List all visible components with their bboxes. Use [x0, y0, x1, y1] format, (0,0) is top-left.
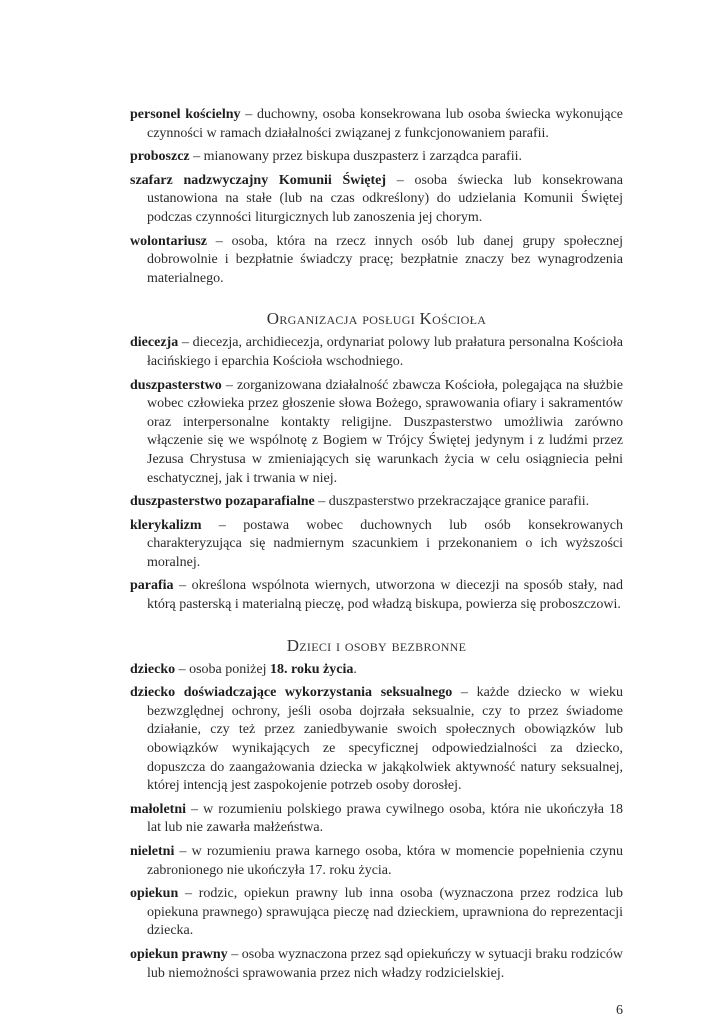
glossary-entry: [130, 517, 623, 573]
section-heading: Organizacja posługi Kościoła: [266, 309, 487, 329]
definition-text: osoba wyznaczona przez sąd opiekuńczy w sytuacji braku rodziców lub niemożności sprawowania przez nich władzy rodzicielskiej.: [147, 946, 623, 981]
glossary-entry: [130, 377, 623, 489]
definition-text: mianowany przez biskupa duszpasterz i zarządca parafii.: [203, 149, 522, 165]
separator: –: [174, 844, 192, 859]
glossary-entry: [130, 148, 623, 167]
glossary-term: diecezja: [130, 335, 179, 351]
glossary-entry: [130, 172, 623, 228]
glossary-term: duszpasterstwo pozaparafialne: [130, 494, 315, 510]
page: [130, 106, 623, 1020]
separator: –: [178, 886, 199, 902]
separator: –: [227, 946, 242, 962]
glossary-term: proboszcz: [130, 149, 190, 165]
glossary-entry: [130, 106, 623, 143]
separator: –: [314, 494, 329, 510]
definition-emphasis: 18. roku życia: [269, 661, 354, 677]
glossary-term: parafia: [130, 578, 174, 594]
glossary-entry: [130, 801, 623, 838]
definition-text: osoba poniżej: [189, 661, 270, 677]
glossary-entry: [130, 233, 623, 289]
glossary-entry: [130, 577, 623, 614]
definition-text: diecezja, archidiecezja, ordynariat polowy lub prałatura personalna Kościoła łacińskiego i eparchia Kościoła wschodniego.: [147, 335, 624, 369]
definition-text: duszpasterstwo przekraczające granice parafii.: [328, 494, 590, 510]
glossary-term: opiekun prawny: [130, 946, 228, 962]
separator: –: [240, 107, 257, 122]
glossary-term: duszpasterstwo: [130, 377, 222, 393]
definition-text: w rozumieniu polskiego prawa cywilnego osoba, która nie ukończyła 18 lat lub nie zawarła małżeństwa.: [147, 801, 624, 836]
glossary-term: dziecko: [130, 661, 176, 677]
page-number: 6: [616, 1003, 623, 1019]
separator: –: [452, 685, 477, 701]
glossary-term: wolontariusz: [130, 233, 207, 249]
separator: –: [221, 377, 237, 393]
glossary-term: klerykalizm: [130, 517, 202, 533]
definition-text: każde dziecko w wieku bezwzględnej ochrony, jeśli osoba dojrzała seksualnie, czy to przez świadome działanie, czy też przez zaniedbywanie swoich społecznych obowiązków lub obowiązków wynikających ze specyficznej odpowiedzialności za dziecko, dopuszcza do zaangażowania dziecka w jakąkolwiek aktywność natury seksualnej, której intencją jest zaspokojenie potrzeb osoby dorosłej.: [147, 685, 623, 794]
glossary-term: nieletni: [130, 844, 175, 859]
definition-text: w rozumieniu prawa karnego osoba, która w momencie popełnienia czynu zabronionego nie ukończyła 17. roku życia.: [147, 844, 624, 878]
glossary-entry: [130, 661, 623, 680]
glossary-term: małoletni: [130, 801, 186, 817]
separator: –: [201, 517, 244, 533]
definition-text: duchowny, osoba konsekrowana lub osoba świecka wykonujące czynności w ramach działalności związanej z funkcjonowaniem parafii.: [147, 107, 623, 141]
glossary-entry: [130, 684, 623, 796]
definition-text: osoba świecka lub konsekrowana ustanowiona na stałe (lub na czas odkreślony) do udzielania Komunii Świętej podczas czynności liturgicznych lub zanoszenia jej chorym.: [147, 172, 624, 225]
definition-text: postawa wobec duchownych lub osób konsekrowanych charakteryzująca się nadmiernym szacunkiem i przekonaniem o ich wyższości moralnej.: [147, 517, 623, 570]
glossary-term: opiekun: [130, 886, 179, 902]
separator: –: [207, 233, 232, 249]
definition-text: rodzic, opiekun prawny lub inna osoba (wyznaczona przez rodzica lub opiekuna prawnego) sprawująca pieczę nad dzieckiem, uprawniona do reprezentacji dziecka.: [147, 886, 624, 939]
separator: –: [175, 661, 190, 677]
glossary-entry: [130, 493, 623, 512]
definition-text: określona wspólnota wiernych, utworzona w diecezji na sposób stały, nad którą pasterską i materialną pieczę, pod władzą biskupa, powierza się proboszczowi.: [147, 578, 624, 613]
glossary-entry: [130, 843, 623, 880]
glossary-term: personel kościelny: [130, 107, 241, 122]
separator: –: [186, 801, 204, 817]
separator: –: [189, 149, 204, 165]
glossary-entry: [130, 334, 623, 371]
separator: –: [386, 172, 415, 188]
glossary-term: dziecko doświadczające wykorzystania seksualnego: [130, 685, 453, 701]
glossary-entry: [130, 946, 623, 983]
section-heading: Dzieci i osoby bezbronne: [286, 635, 467, 655]
glossary-term: szafarz nadzwyczajny Komunii Świętej: [130, 172, 387, 188]
definition-end: .: [353, 661, 357, 677]
definition-text: osoba, która na rzecz innych osób lub danej grupy społecznej dobrowolnie i bezpłatnie świadczy pracę; bezpłatnie znaczy bez wynagrodzenia materialnego.: [147, 233, 623, 286]
separator: –: [178, 335, 193, 351]
glossary-entry: [130, 885, 623, 941]
definition-text: zorganizowana działalność zbawcza Kościoła, polegająca na służbie wobec człowieka przez głoszenie słowa Bożego, sprawowania ofiary i sakramentów oraz interpersonalne kontakty religijne. Duszpasterstwo umożliwia zarówno włączenie się we wspólnotę z Bogiem w Trójcy Świętej jedynym i z ludźmi przez Jezusa Chrystusa w zmieniających się warunkach życia w celu osiągniecia pełni eschatycznej, jak i trwania w niej.: [147, 377, 623, 486]
separator: –: [173, 578, 192, 594]
document-body: [130, 106, 623, 988]
